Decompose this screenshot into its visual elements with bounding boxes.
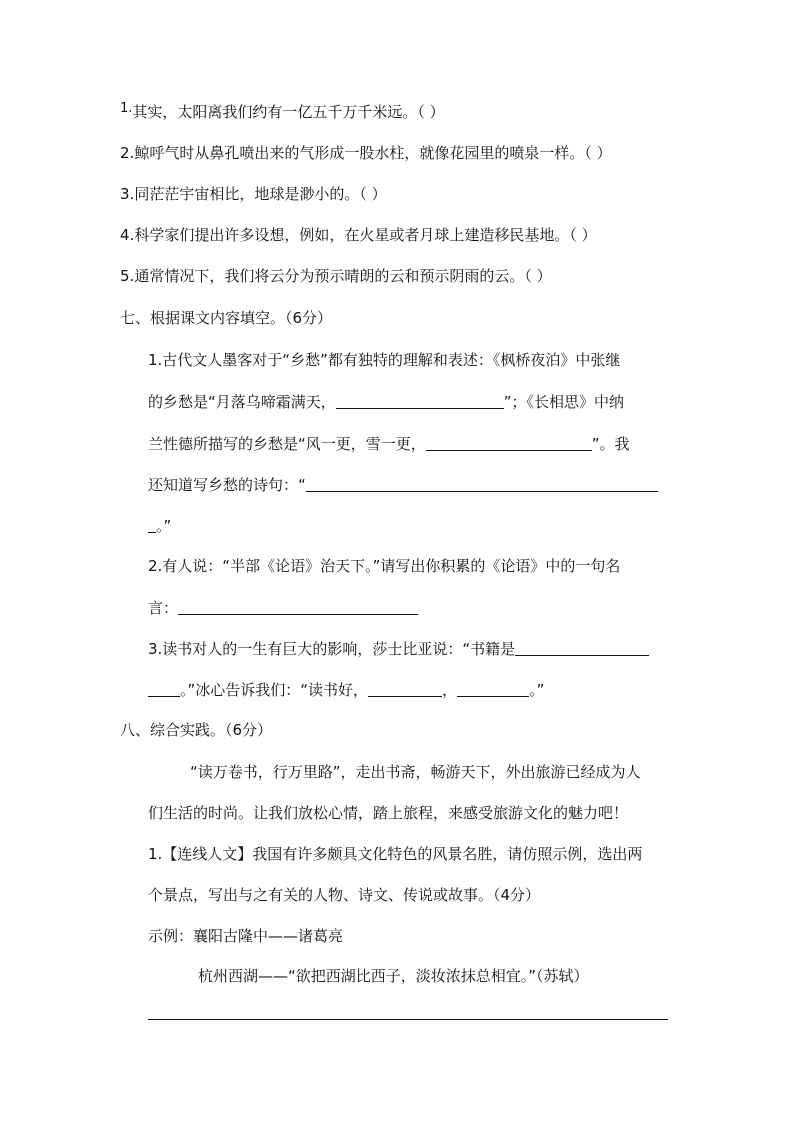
s8-intro-line1: “读万卷书，行万里路”，走出书斋，畅游天下，外出旅游已经成为人 (190, 763, 641, 781)
s8-q1-line1: 1.【连线人文】我国有许多颇具文化特色的风景名胜，请仿照示例，选出两 (148, 845, 643, 863)
s8-intro-line2: 们生活的时尚。让我们放松心情，踏上旅程，来感受旅游文化的魅力吧！ (148, 804, 629, 822)
item-number: 2. (120, 144, 135, 162)
text: 。” (529, 681, 545, 699)
s7-q2-line1: 2.有人说：“半部《论语》治天下。”请写出你积累的《论语》中的一句名 (148, 557, 621, 575)
judgement-item-4 (120, 228, 597, 243)
item-number: 1. (120, 101, 133, 116)
text: 。”冰心告诉我们：“读书好， (180, 681, 369, 699)
text: ”；《长相思》中纳 (503, 393, 625, 411)
s7-q1-line1: 1.古代文人墨客对于“乡愁”都有独特的理解和表述：《枫桥夜泊》中张继 (148, 351, 621, 369)
text: 的乡愁是“月落乌啼霜满天， (148, 393, 336, 411)
answer-blank[interactable] (368, 682, 442, 697)
s7-q3-line1 (148, 641, 649, 657)
answer-blank[interactable] (426, 436, 592, 451)
answer-blank[interactable] (148, 518, 156, 533)
judgement-item-2 (120, 146, 612, 161)
s8-example-1: 示例：襄阳古隆中——诸葛亮 (148, 927, 344, 945)
item-number: 3. (120, 185, 135, 203)
item-text: 鲸呼气时从鼻孔喷出来的气形成一股水柱，就像花园里的喷泉一样。（ ） (134, 144, 612, 162)
item-text: 同茫茫宇宙相比，地球是渺小的。（ ） (134, 185, 387, 203)
answer-blank[interactable] (457, 682, 529, 697)
answer-line[interactable] (148, 1019, 668, 1020)
text: 兰性德所描写的乡愁是“风一更，雪一更， (148, 435, 426, 453)
text: 。” (156, 517, 172, 535)
item-number: 4. (120, 226, 135, 244)
answer-blank[interactable] (178, 600, 418, 615)
section-heading-8: 八、综合实践。（6分） (120, 721, 273, 739)
judgement-item-5 (120, 269, 552, 284)
text: 言： (148, 599, 179, 617)
item-number: 5. (120, 267, 135, 285)
item-text: 通常情况下，我们将云分为预示晴朗的云和预示阴雨的云。（ ） (134, 267, 552, 285)
answer-blank[interactable] (515, 641, 649, 656)
text: ， (442, 681, 458, 699)
s7-q1-line5 (148, 518, 171, 534)
text: 3.读书对人的一生有巨大的影响，莎士比亚说：“书籍是 (148, 640, 516, 658)
answer-blank[interactable] (336, 394, 504, 409)
s7-q3-line2 (148, 682, 544, 698)
answer-blank[interactable] (306, 477, 658, 492)
item-text: 其实，太阳离我们约有一亿五千万千米远。（ ） (132, 103, 445, 121)
text: 还知道写乡愁的诗句：“ (148, 476, 306, 494)
item-text: 科学家们提出许多设想，例如，在火星或者月球上建造移民基地。（ ） (134, 226, 597, 244)
judgement-item-1 (120, 101, 445, 121)
answer-blank[interactable] (148, 682, 180, 697)
s8-example-2: 杭州西湖——“欲把西湖比西子，淡妆浓抹总相宜。”（苏轼） (198, 967, 589, 985)
s8-q1-line2: 个景点，写出与之有关的人物、诗文、传说或故事。（4分） (148, 886, 541, 904)
s7-q1-line3 (148, 436, 630, 452)
s7-q2-line2 (148, 600, 418, 616)
text: ”。我 (591, 435, 630, 453)
judgement-item-3 (120, 187, 387, 202)
section-heading-7: 七、根据课文内容填空。（6分） (120, 309, 333, 327)
s7-q1-line4 (148, 477, 658, 493)
s7-q1-line2 (148, 394, 624, 410)
